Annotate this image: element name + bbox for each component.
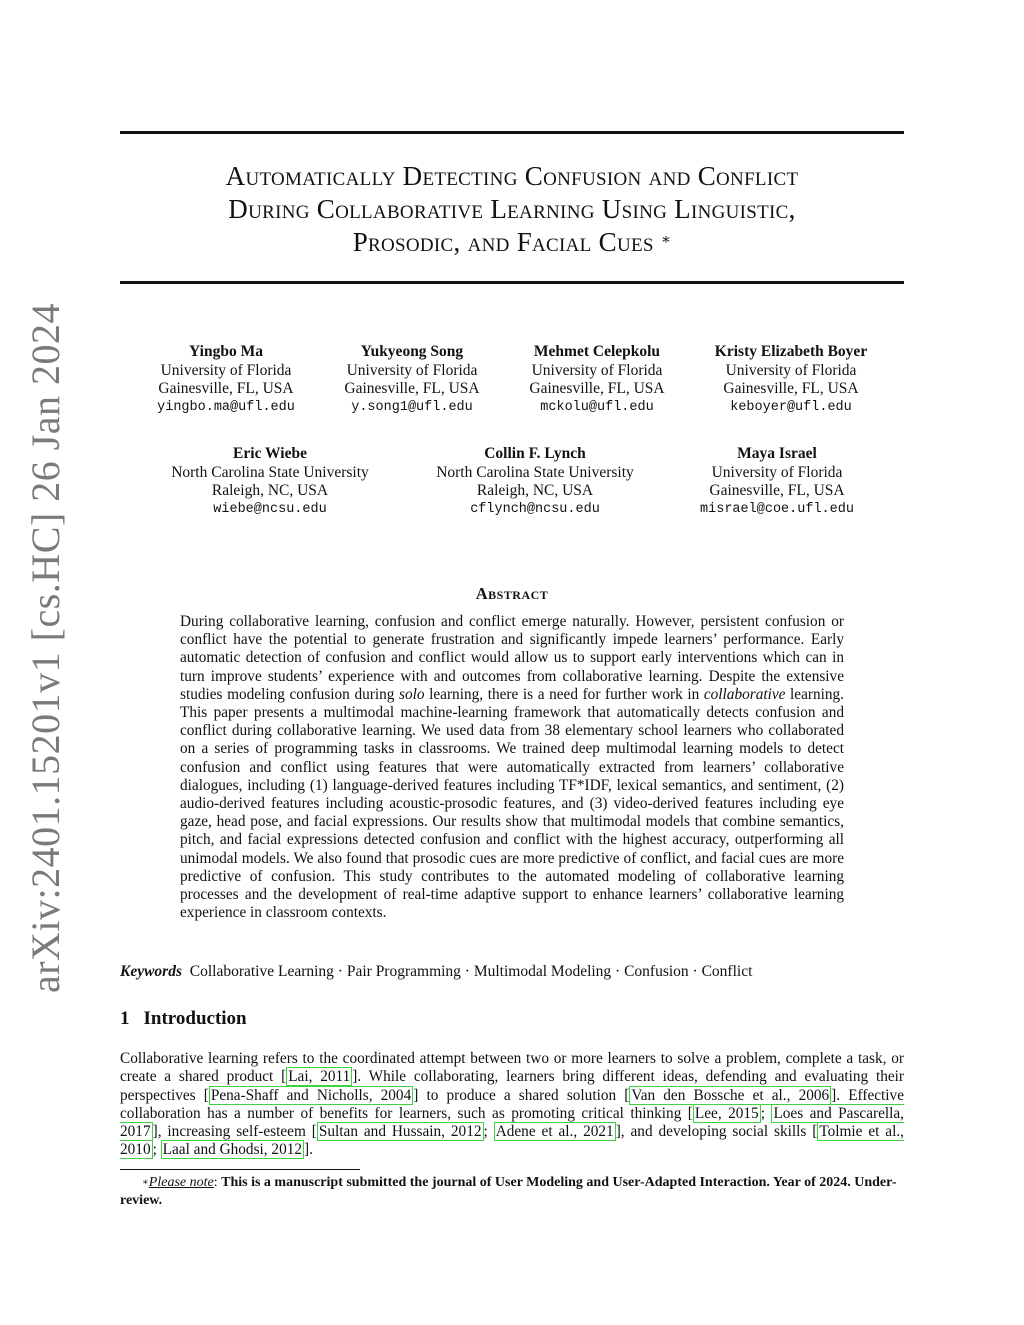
abstract-emphasis: solo	[399, 685, 425, 703]
citation-link[interactable]: Tolmie et al., 2010	[120, 1123, 904, 1159]
section-title: Introduction	[143, 1008, 247, 1029]
title-line-3	[120, 226, 904, 259]
author-name: Yingbo Ma	[189, 343, 263, 360]
intro-text: ]. While collaborating, learners bring different ideas, defending and evaluating their perspectives [	[120, 1068, 904, 1104]
author-affiliation: North Carolina State University	[436, 463, 634, 481]
author-location: Gainesville, FL, USA	[709, 482, 845, 499]
author-location: Raleigh, NC, USA	[211, 482, 329, 499]
keywords	[120, 962, 904, 981]
author-name: Yukyeong Song	[360, 343, 464, 360]
author-block	[415, 445, 655, 519]
introduction-body	[120, 1050, 904, 1160]
keywords-text: Collaborative Learning · Pair Programming · Multimodal Modeling · Confusion · Conflict	[189, 963, 753, 980]
title-line-3-text: Prosodic, and Facial Cues	[352, 227, 654, 257]
author-email[interactable]: misrael@coe.ufl.edu	[700, 501, 854, 517]
author-affiliation: University of Florida	[160, 361, 292, 379]
citation-link[interactable]: Laal and Ghodsi, 2012	[162, 1141, 303, 1159]
citation-link[interactable]: Lai, 2011	[288, 1068, 351, 1086]
abstract-text: learning. This paper presents a multimodal machine-learning framework that automatically detects confusion and conflict during collaborative learning. We used data from 38 elementary school learners who collaborated on a series of programming tasks in classrooms. We trained deep multimodal learning models to detect confusion and conflict using features that were automatically extracted from learners’ collaborative dialogues, including (1) language-derived features including TF*IDF, lexical semantics, and sentiment, (2) audio-derived features including acoustic-prosodic features, and (3) video-derived features including eye gaze, head pose, and facial expressions. Our results show that multimodal models that combine semantics, pitch, and facial expressions detected confusion and conflict with the highest accuracy, outperforming all unimodal models. We also found that prosodic cues are more predictive of conflict, and facial cues are more predictive of confusion. This study contributes to the automated modeling of collaborative learning processes and the development of real-time adaptive support to enhance learners’ collaborative learning experience in classroom contexts.	[180, 685, 844, 922]
author-email[interactable]: y.song1@ufl.edu	[351, 399, 473, 415]
author-block	[657, 445, 897, 519]
citation-link[interactable]: Van den Bossche et al., 2006	[631, 1086, 830, 1104]
title-line-1: Automatically Detecting Confusion and Conflict	[225, 161, 799, 191]
citation-link[interactable]: Lee, 2015	[694, 1104, 759, 1122]
abstract-body	[180, 613, 844, 922]
footnote-rule	[120, 1169, 360, 1170]
author-name: Mehmet Celepkolu	[533, 343, 661, 360]
author-name: Kristy Elizabeth Boyer	[714, 343, 868, 360]
abstract-heading: Abstract	[475, 584, 549, 603]
abstract-text: During collaborative learning, confusion and conflict emerge naturally. However, persistent confusion or conflict have the potential to generate frustration and significantly impede learners’ performance. Early automatic detection of confusion and conflict would allow us to support early interventions which can in turn improve students’ experience with and outcomes from collaborative learning. Despite the extensive studies modeling confusion during	[180, 613, 844, 703]
intro-text: ]. Effective collaboration has a number of benefits for learners, such as promoting critical thinking [	[120, 1086, 904, 1122]
author-location: Gainesville, FL, USA	[529, 380, 665, 397]
author-affiliation: North Carolina State University	[171, 463, 369, 481]
author-block	[671, 343, 911, 417]
author-affiliation: University of Florida	[531, 361, 663, 379]
arxiv-identifier[interactable]: arXiv:2401.15201v1 [cs.HC] 26 Jan 2024	[23, 302, 68, 994]
author-block	[150, 445, 390, 519]
author-email[interactable]: keboyer@ufl.edu	[730, 399, 852, 415]
intro-text: ].	[304, 1141, 313, 1159]
footnote-colon: :	[213, 1175, 222, 1190]
abstract-text: learning, there is a need for further work in	[424, 685, 704, 703]
footnote	[120, 1174, 904, 1209]
citation-link[interactable]: Pena-Shaff and Nicholls, 2004	[210, 1086, 412, 1104]
paper-title	[120, 160, 904, 259]
title-footnote-mark[interactable]: ∗	[660, 232, 672, 248]
intro-text: ], and developing social skills [	[615, 1123, 818, 1141]
author-affiliation: University of Florida	[725, 361, 857, 379]
author-location: Gainesville, FL, USA	[723, 380, 859, 397]
citation-link[interactable]: Adene et al., 2021	[495, 1123, 614, 1141]
author-email[interactable]: mckolu@ufl.edu	[540, 399, 654, 415]
author-name: Maya Israel	[737, 445, 817, 462]
keywords-label: Keywords	[120, 963, 182, 980]
intro-text: ] to produce a shared solution [	[413, 1086, 630, 1104]
author-email[interactable]: cflynch@ncsu.edu	[470, 501, 600, 517]
author-affiliation: University of Florida	[711, 463, 843, 481]
author-name: Collin F. Lynch	[484, 445, 586, 462]
section-number: 1	[120, 1008, 130, 1029]
intro-text: Collaborative learning refers to the coordinated attempt between two or more learners to solve a problem, complete a task, or create a shared product [	[120, 1050, 904, 1086]
abstract-emphasis: collaborative	[703, 685, 786, 703]
citation-link[interactable]: Sultan and Hussain, 2012	[318, 1123, 482, 1141]
intro-text: ;	[760, 1104, 772, 1122]
title-line-2: During Collaborative Learning Using Linguistic,	[228, 194, 796, 224]
title-top-rule	[120, 131, 904, 134]
intro-text: ;	[483, 1123, 494, 1141]
footnote-mark: ∗	[142, 1177, 149, 1188]
author-location: Gainesville, FL, USA	[158, 380, 294, 397]
intro-text: ], increasing self-esteem [	[152, 1123, 317, 1141]
author-location: Gainesville, FL, USA	[344, 380, 480, 397]
title-bottom-rule	[120, 281, 904, 284]
section-heading	[120, 1008, 247, 1030]
author-name: Eric Wiebe	[233, 445, 307, 462]
citation-link[interactable]: Loes and Pascarella, 2017	[120, 1104, 905, 1141]
author-email[interactable]: wiebe@ncsu.edu	[213, 501, 327, 517]
author-email[interactable]: yingbo.ma@ufl.edu	[157, 399, 295, 415]
author-affiliation: University of Florida	[346, 361, 478, 379]
author-location: Raleigh, NC, USA	[476, 482, 594, 499]
footnote-text: This is a manuscript submitted the journal of User Modeling and User-Adapted Interaction. Year of 2024. Under-review.	[120, 1175, 897, 1208]
footnote-label: Please note	[148, 1175, 214, 1190]
intro-text: ;	[152, 1141, 161, 1159]
